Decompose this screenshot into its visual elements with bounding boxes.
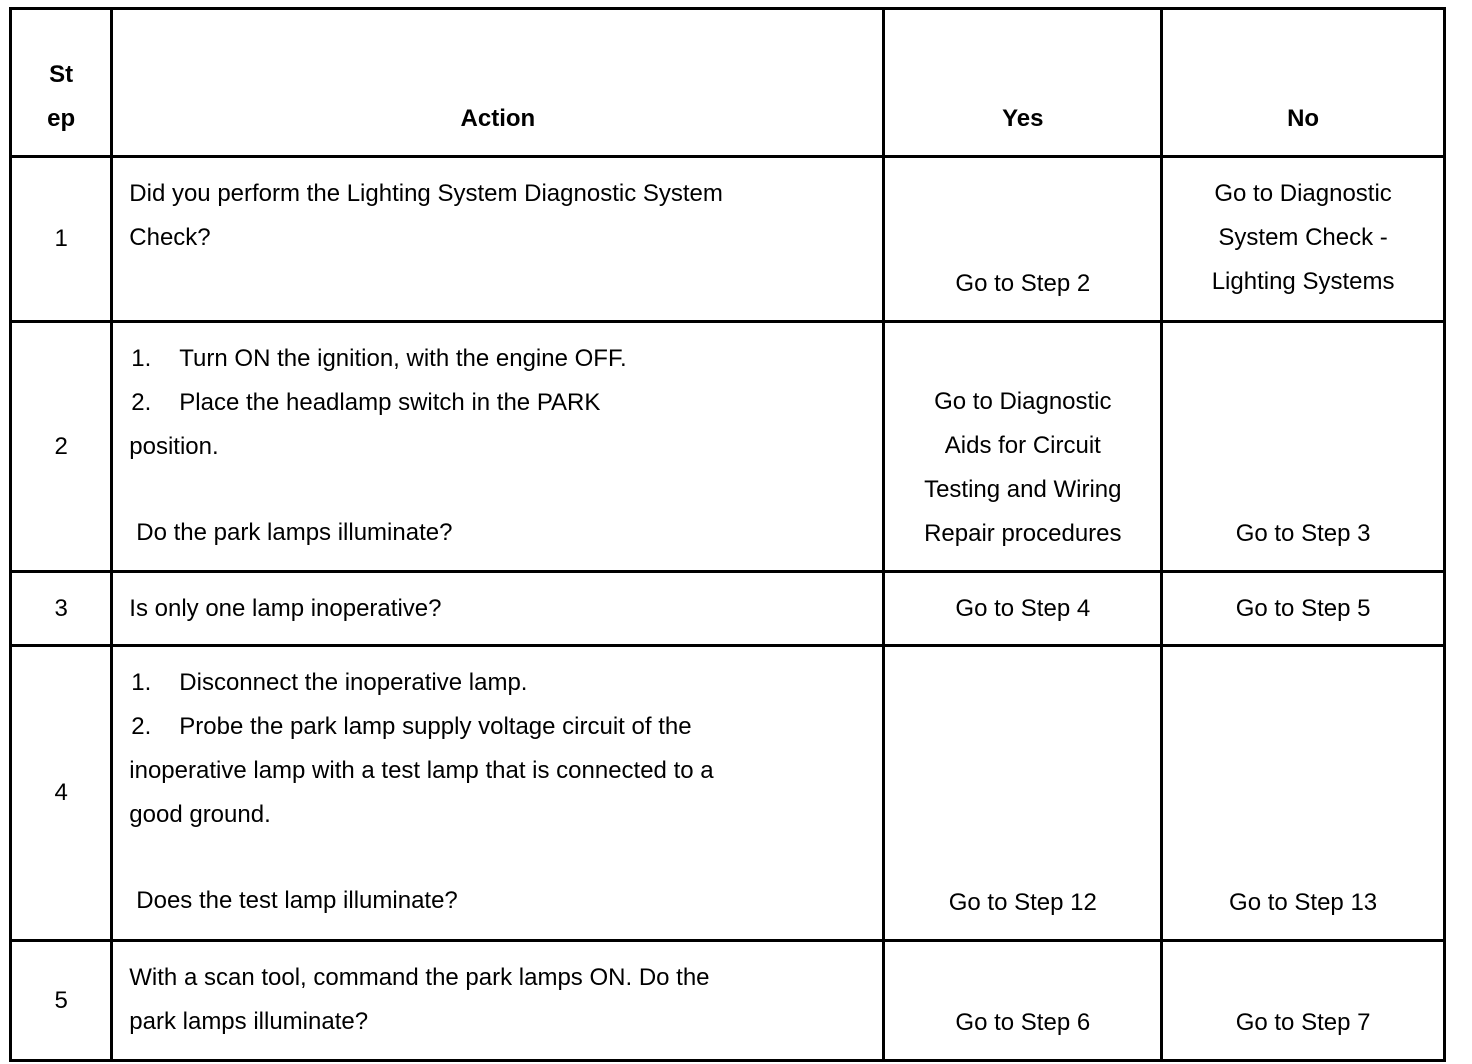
action-continuation: position.	[129, 433, 219, 460]
step-number: 4	[11, 646, 112, 941]
header-step	[11, 9, 112, 157]
yes-line: Repair procedures	[924, 520, 1122, 547]
header-action: Action	[112, 9, 884, 157]
list-text: Place the headlamp switch in the PARK	[179, 389, 601, 416]
no-cell: Go to Step 13	[1162, 646, 1445, 941]
action-line: With a scan tool, command the park lamps ON. Do the	[129, 964, 710, 991]
action-continuation: inoperative lamp with a test lamp that is connected to a	[129, 757, 714, 784]
table-row	[11, 572, 1445, 646]
yes-line: Testing and Wiring	[924, 476, 1122, 503]
yes-cell: Go to Step 2	[884, 157, 1162, 322]
step-number: 5	[11, 941, 112, 1061]
no-cell: Go to Step 7	[1162, 941, 1445, 1061]
no-line: System Check -	[1218, 224, 1388, 251]
action-cell	[112, 941, 884, 1061]
no-cell	[1162, 157, 1445, 322]
action-question: Does the test lamp illuminate?	[136, 887, 458, 914]
action-cell	[112, 157, 884, 322]
action-line: park lamps illuminate?	[129, 1008, 369, 1035]
no-line: Lighting Systems	[1211, 268, 1395, 295]
action-question: Do the park lamps illuminate?	[136, 519, 453, 546]
action-continuation: good ground.	[129, 801, 271, 828]
yes-line: Go to Diagnostic	[934, 388, 1112, 415]
step-number: 2	[11, 322, 112, 572]
list-text: Probe the park lamp supply voltage circuit of the	[179, 713, 692, 740]
yes-cell: Go to Step 6	[884, 941, 1162, 1061]
diagnostic-table	[9, 7, 1446, 1062]
header-row	[11, 9, 1445, 157]
step-number: 1	[11, 157, 112, 322]
action-line: Check?	[129, 224, 211, 251]
header-no: No	[1162, 9, 1445, 157]
action-list-item	[129, 705, 866, 749]
table-row	[11, 646, 1445, 941]
header-step-line1: St	[49, 61, 74, 88]
action-list-item	[129, 661, 866, 705]
yes-cell	[884, 322, 1162, 572]
list-number: 1.	[131, 669, 152, 696]
yes-cell: Go to Step 12	[884, 646, 1162, 941]
yes-cell: Go to Step 4	[884, 572, 1162, 646]
action-list-item	[129, 381, 866, 425]
list-number: 2.	[131, 713, 152, 740]
action-cell	[112, 322, 884, 572]
list-number: 1.	[131, 345, 152, 372]
action-cell: Is only one lamp inoperative?	[112, 572, 884, 646]
table-row	[11, 322, 1445, 572]
list-text: Turn ON the ignition, with the engine OFF.	[179, 345, 627, 372]
table-row	[11, 941, 1445, 1061]
no-cell: Go to Step 5	[1162, 572, 1445, 646]
header-yes: Yes	[884, 9, 1162, 157]
action-list-item	[129, 337, 866, 381]
no-line: Go to Diagnostic	[1214, 180, 1392, 207]
table-row	[11, 157, 1445, 322]
action-cell	[112, 646, 884, 941]
yes-line: Aids for Circuit	[944, 432, 1101, 459]
no-cell: Go to Step 3	[1162, 322, 1445, 572]
step-number: 3	[11, 572, 112, 646]
list-text: Disconnect the inoperative lamp.	[179, 669, 528, 696]
action-line: Did you perform the Lighting System Diagnostic System	[129, 180, 723, 207]
list-number: 2.	[131, 389, 152, 416]
header-step-line2: ep	[47, 105, 76, 132]
